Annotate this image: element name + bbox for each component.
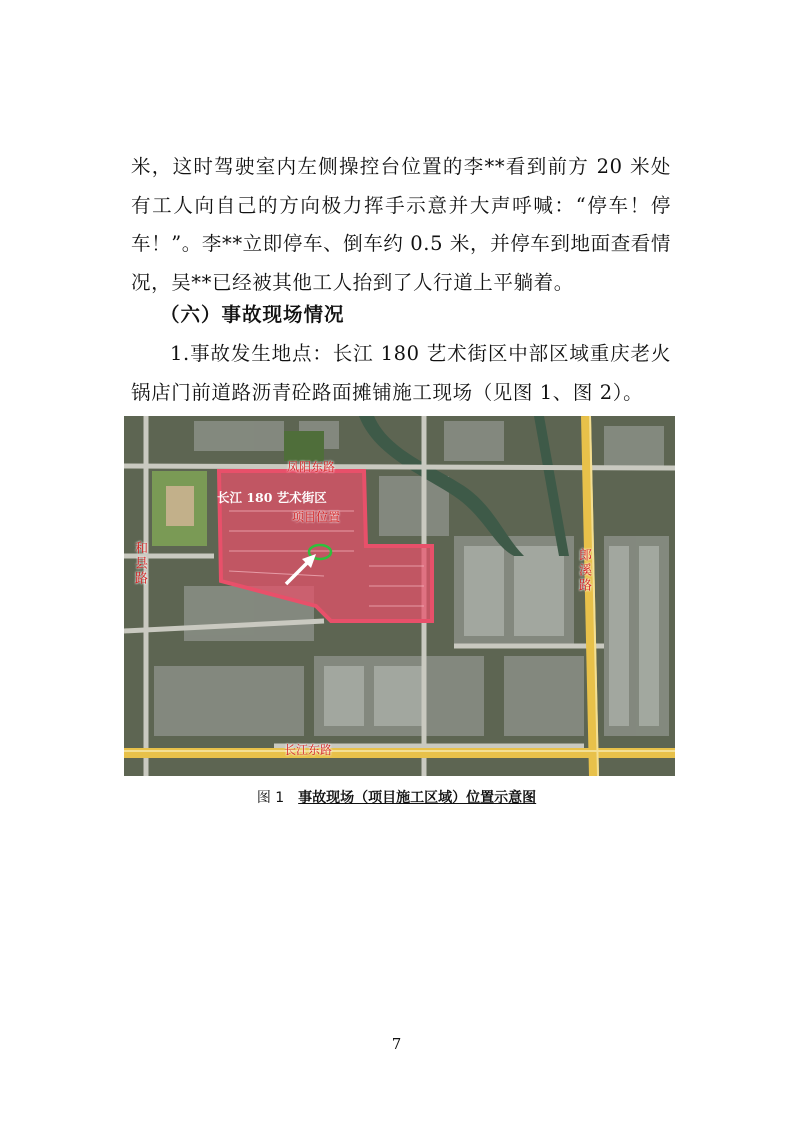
- figure-number: 图 1: [256, 790, 285, 806]
- road-label-bottom: 长江东路: [284, 743, 333, 757]
- road-label-left: 和县路: [132, 541, 147, 586]
- page-number: 7: [391, 1035, 402, 1053]
- body-paragraph-2: 1.事故发生地点：长江 180 艺术街区中部区域重庆老火锅店门前道路沥青砼路面摊铺施工现场（见图 1、图 2）。: [131, 342, 671, 404]
- section-heading: （六）事故现场情况: [160, 303, 345, 326]
- area-name-label: 长江 180 艺术街区: [217, 490, 327, 505]
- site-location-map: [124, 416, 675, 776]
- project-location-label: 项目位置: [292, 510, 341, 524]
- body-paragraph-1: 米，这时驾驶室内左侧操控台位置的李**看到前方 20 米处有工人向自己的方向极力挥手示意并大声呼喊：“停车！停车！”。李**立即停车、倒车约 0.5 米，并停车到地面查看情况，吴**已经被其他工人抬到了人行道上平躺着。: [131, 155, 671, 294]
- road-label-top: 凤阳东路: [287, 460, 336, 474]
- satellite-map-graphic: [124, 416, 675, 776]
- road-label-right: 郎溪路: [576, 548, 591, 593]
- figure-caption: [0, 787, 793, 807]
- figure-caption-text: 事故现场（项目施工区域）位置示意图: [298, 790, 537, 806]
